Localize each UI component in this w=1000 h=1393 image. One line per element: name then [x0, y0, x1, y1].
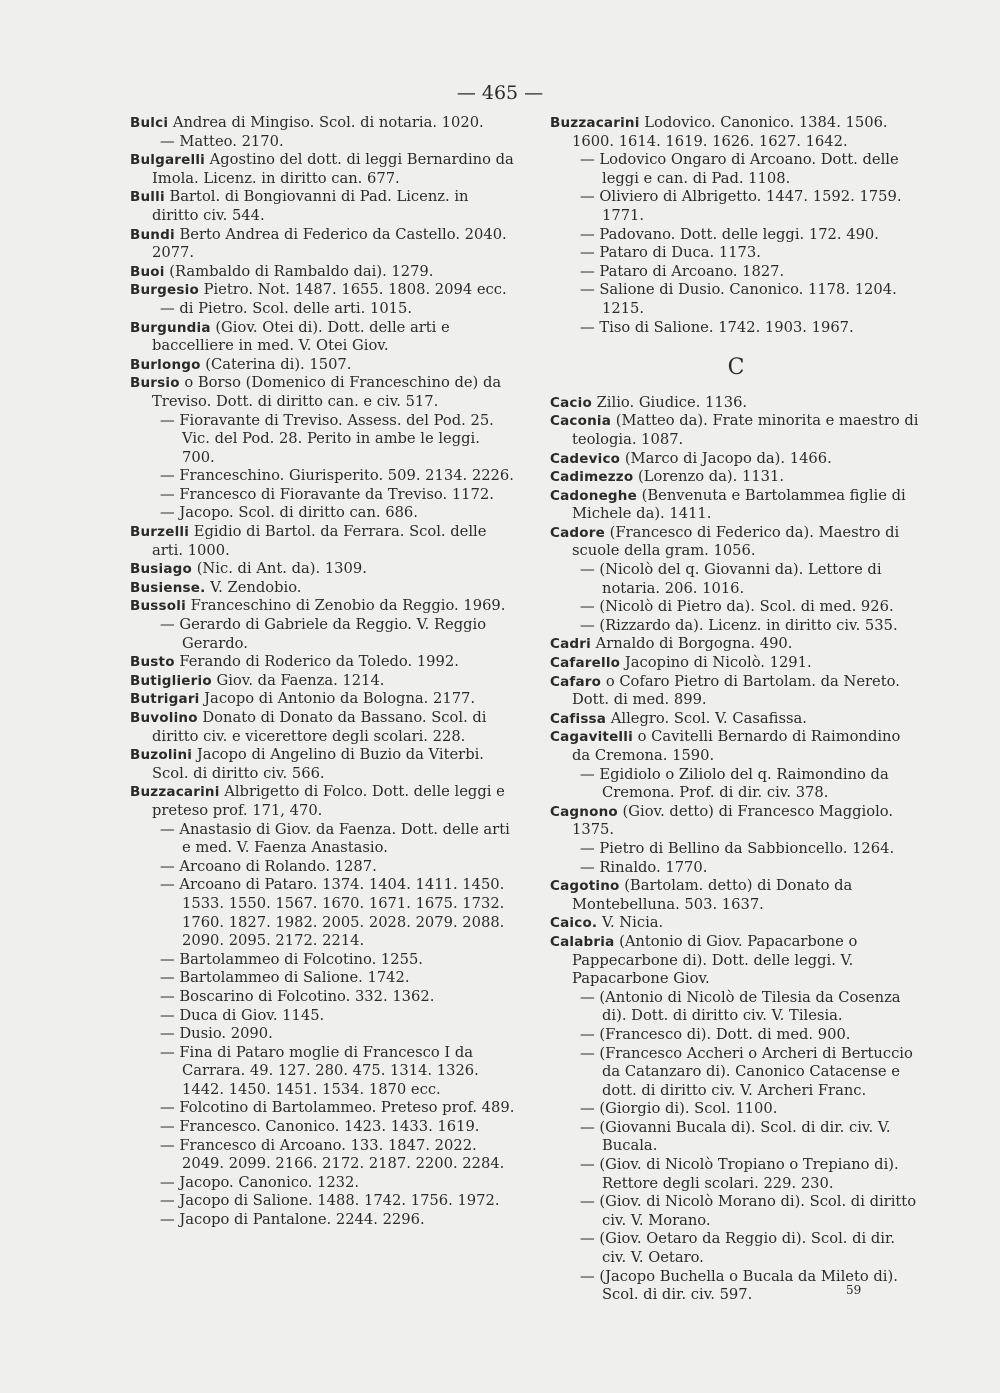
entry-text: — Francesco di Fioravante da Treviso. 1172.	[160, 485, 494, 503]
index-entry	[130, 523, 516, 560]
index-subentry	[550, 151, 922, 188]
index-subentry	[130, 1044, 516, 1100]
index-entry	[550, 914, 922, 933]
index-subentry	[130, 1137, 516, 1174]
index-entry	[130, 356, 516, 375]
entry-headword: Bulli	[130, 189, 165, 206]
index-subentry	[550, 617, 922, 636]
index-subentry	[130, 412, 516, 468]
index-entry	[550, 635, 922, 654]
entry-text: — (Giov. Oetaro da Reggio di). Scol. di dir. civ. V. Oetaro.	[580, 1230, 896, 1267]
index-subentry	[550, 1230, 922, 1267]
entry-text: — Lodovico Ongaro di Arcoano. Dott. delle leggi e can. di Pad. 1108.	[580, 151, 899, 187]
entry-text: (Giov. Otei di). Dott. delle arti e baccelliere in med. V. Otei Giov.	[152, 318, 450, 355]
index-subentry	[550, 1268, 922, 1305]
index-entry	[550, 877, 922, 914]
index-subentry	[550, 1045, 922, 1101]
index-entry	[130, 263, 516, 282]
entry-headword: Buoi	[130, 263, 165, 280]
index-entry	[130, 597, 516, 616]
index-subentry	[130, 1211, 516, 1230]
index-subentry	[130, 876, 516, 950]
index-entry	[130, 653, 516, 672]
entry-text: — Gerardo di Gabriele da Reggio. V. Reggio Gerardo.	[160, 616, 487, 652]
entry-text: (Benvenuta e Bartolammea figlie di Michele da). 1411.	[572, 486, 906, 523]
index-subentry	[550, 188, 922, 225]
index-subentry	[550, 1119, 922, 1156]
entry-text: — Bartolammeo di Folcotino. 1255.	[160, 950, 423, 968]
right-column	[550, 114, 922, 1305]
entry-text: — (Giov. di Nicolò Morano di). Scol. di diritto civ. V. Morano.	[580, 1193, 917, 1229]
index-subentry	[130, 504, 516, 523]
entry-text: Berto Andrea di Federico da Castello. 2040. 2077.	[152, 225, 507, 262]
entry-text: Ferando di Roderico da Toledo. 1992.	[179, 653, 459, 671]
index-subentry	[130, 1192, 516, 1211]
index-entry	[550, 654, 922, 673]
entry-headword: Calabria	[550, 933, 615, 950]
entry-text: Albrigetto di Folco. Dott. delle leggi e preteso prof. 171, 470.	[152, 783, 505, 819]
entry-text: — Pietro di Bellino da Sabbioncello. 1264.	[580, 839, 895, 857]
entry-text: — Anastasio di Giov. da Faenza. Dott. delle arti e med. V. Faenza Anastasio.	[160, 820, 510, 857]
right-column-top	[550, 114, 922, 337]
index-entry	[550, 394, 922, 413]
entry-text: (Antonio di Giov. Papacarbone o Pappecarbone di). Dott. delle leggi. V. Papacarbone Giov.	[572, 932, 858, 988]
entry-text: Jacopino di Nicolò. 1291.	[624, 654, 812, 672]
left-column	[130, 114, 516, 1230]
entry-text: — Rinaldo. 1770.	[580, 858, 708, 876]
entry-text: — (Nicolò del q. Giovanni da). Lettore di notaria. 206. 1016.	[580, 561, 882, 597]
index-subentry	[130, 1007, 516, 1026]
entry-text: — Jacopo di Pantalone. 2244. 2296.	[160, 1211, 425, 1229]
entry-text: — (Francesco di). Dott. di med. 900.	[580, 1025, 851, 1043]
entry-text: — (Giovanni Bucala di). Scol. di dir. civ. V. Bucala.	[580, 1118, 891, 1155]
entry-headword: Burgundia	[130, 319, 211, 336]
entry-headword: Butrigari	[130, 691, 200, 708]
index-entry	[550, 710, 922, 729]
entry-text: — (Giorgio di). Scol. 1100.	[580, 1100, 778, 1118]
entry-text: Donato di Donato da Bassano. Scol. di diritto civ. e vicerettore degli scolari. 228.	[152, 709, 487, 745]
entry-text: — (Nicolò di Pietro da). Scol. di med. 926.	[580, 598, 894, 616]
entry-text: Franceschino di Zenobio da Reggio. 1969.	[190, 597, 506, 615]
entry-text: — Tiso di Salione. 1742. 1903. 1967.	[580, 318, 854, 336]
index-subentry	[550, 244, 922, 263]
index-entry	[130, 672, 516, 691]
entry-headword: Caico.	[550, 915, 598, 932]
entry-text: — Arcoano di Rolando. 1287.	[160, 857, 377, 875]
right-column-bottom	[550, 394, 922, 1305]
entry-text: Pietro. Not. 1487. 1655. 1808. 2094 ecc.	[203, 281, 507, 299]
entry-text: — Matteo. 2170.	[160, 132, 284, 150]
entry-text: — (Rizzardo da). Licenz. in diritto civ. 535.	[580, 616, 898, 634]
index-subentry	[550, 598, 922, 617]
entry-headword: Busiago	[130, 561, 193, 578]
index-entry	[130, 709, 516, 746]
entry-headword: Busto	[130, 654, 175, 671]
entry-headword: Cadimezzo	[550, 469, 634, 486]
index-subentry	[130, 1099, 516, 1118]
entry-text: — Fioravante di Treviso. Assess. del Pod. 25. Vic. del Pod. 28. Perito in ambe le leggi. 700.	[160, 411, 494, 466]
entry-text: — Duca di Giov. 1145.	[160, 1006, 325, 1024]
index-entry	[130, 374, 516, 411]
entry-text: (Rambaldo di Rambaldo dai). 1279.	[169, 262, 434, 280]
index-entry	[130, 690, 516, 709]
entry-headword: Cagavitelli	[550, 729, 633, 746]
entry-text: (Lorenzo da). 1131.	[638, 468, 785, 486]
entry-text: Egidio di Bartol. da Ferrara. Scol. delle arti. 1000.	[152, 523, 487, 559]
entry-text: — Boscarino di Folcotino. 332. 1362.	[160, 987, 435, 1005]
index-entry	[550, 412, 922, 449]
entry-text: — Dusio. 2090.	[160, 1025, 273, 1043]
index-entry	[550, 933, 922, 989]
entry-text: o Cofaro Pietro di Bartolam. da Nereto. Dott. di med. 899.	[572, 672, 900, 709]
index-subentry	[130, 133, 516, 152]
index-subentry	[130, 616, 516, 653]
entry-headword: Burgesio	[130, 282, 199, 299]
entry-text: Jacopo di Antonio da Bologna. 2177.	[204, 690, 476, 708]
entry-headword: Bursio	[130, 375, 180, 392]
entry-headword: Cacio	[550, 394, 592, 411]
index-entry	[130, 319, 516, 356]
entry-headword: Bussoli	[130, 598, 186, 615]
index-subentry	[130, 1025, 516, 1044]
entry-text: o Cavitelli Bernardo di Raimondino da Cremona. 1590.	[572, 728, 901, 764]
index-entry	[130, 114, 516, 133]
index-entry	[130, 151, 516, 188]
index-entry	[550, 524, 922, 561]
index-subentry	[550, 226, 922, 245]
index-entry	[130, 188, 516, 225]
entry-text: V. Nicia.	[601, 914, 664, 932]
entry-text: Agostino del dott. di leggi Bernardino da Imola. Licenz. in diritto can. 677.	[152, 151, 514, 187]
index-subentry	[550, 989, 922, 1026]
entry-text: — Francesco. Canonico. 1423. 1433. 1619.	[160, 1118, 480, 1136]
entry-text: — (Giov. di Nicolò Tropiano o Trepiano di). Rettore degli scolari. 229. 230.	[580, 1156, 899, 1192]
index-subentry	[550, 840, 922, 859]
entry-headword: Cafarello	[550, 655, 621, 672]
entry-text: — Egidiolo o Ziliolo del q. Raimondino da Cremona. Prof. di dir. civ. 378.	[580, 765, 889, 802]
index-subentry	[130, 969, 516, 988]
entry-headword: Cagotino	[550, 878, 620, 895]
entry-text: — Pataro di Duca. 1173.	[580, 244, 761, 262]
entry-headword: Buzolini	[130, 747, 193, 764]
index-entry	[130, 560, 516, 579]
entry-text: Allegro. Scol. V. Casafissa.	[610, 709, 807, 727]
entry-text: (Francesco di Federico da). Maestro di scuole della gram. 1056.	[572, 523, 900, 560]
entry-headword: Caconia	[550, 413, 612, 430]
index-subentry	[550, 319, 922, 338]
entry-text: (Caterina di). 1507.	[205, 355, 352, 373]
entry-headword: Cafissa	[550, 710, 607, 727]
index-subentry	[130, 467, 516, 486]
index-subentry	[130, 300, 516, 319]
entry-headword: Buzzacarini	[550, 115, 640, 131]
index-subentry	[550, 1026, 922, 1045]
index-subentry	[550, 263, 922, 282]
index-entry	[550, 468, 922, 487]
entry-headword: Cafaro	[550, 673, 602, 690]
index-subentry	[130, 1118, 516, 1137]
entry-text: — Francesco di Arcoano. 133. 1847. 2022. 2049. 2099. 2166. 2172. 2187. 2200. 2284.	[160, 1136, 505, 1173]
entry-text: o Borso (Domenico di Franceschino de) da Treviso. Dott. di diritto can. e civ. 517.	[152, 374, 502, 410]
entry-headword: Cadri	[550, 636, 591, 653]
entry-headword: Burlongo	[130, 356, 201, 373]
index-entry	[550, 728, 922, 765]
entry-text: — Bartolammeo di Salione. 1742.	[160, 969, 410, 987]
index-subentry	[550, 561, 922, 598]
entry-text: — di Pietro. Scol. delle arti. 1015.	[160, 299, 413, 317]
entry-text: Arnaldo di Borgogna. 490.	[595, 635, 793, 653]
entry-text: (Bartolam. detto) di Donato da Montebelluna. 503. 1637.	[572, 877, 853, 913]
signature-number: 59	[846, 1283, 862, 1297]
index-entry	[130, 746, 516, 783]
entry-text: (Nic. di Ant. da). 1309.	[196, 560, 367, 578]
entry-text: — Oliviero di Albrigetto. 1447. 1592. 1759. 1771.	[580, 188, 902, 224]
entry-headword: Buzzacarini	[130, 784, 220, 801]
entry-text: Giov. da Faenza. 1214.	[216, 671, 385, 689]
index-subentry	[550, 1156, 922, 1193]
index-subentry	[130, 821, 516, 858]
entry-text: — Arcoano di Pataro. 1374. 1404. 1411. 1450. 1533. 1550. 1567. 1670. 1671. 1675. 1732. 1760. 1827. 1982. 2005. 2028. 2079. 2088. 2090. 2095. 2172. 2214.	[160, 876, 505, 950]
entry-text: (Matteo da). Frate minorita e maestro di teologia. 1087.	[572, 412, 919, 448]
index-subentry	[550, 1193, 922, 1230]
entry-text: — (Jacopo Buchella o Bucala da Mileto di). Scol. di dir. civ. 597.	[580, 1267, 898, 1304]
index-entry	[130, 281, 516, 300]
entry-text: Lodovico. Canonico. 1384. 1506. 1600. 1614. 1619. 1626. 1627. 1642.	[572, 114, 888, 150]
entry-text: Jacopo di Angelino di Buzio da Viterbi. Scol. di diritto civ. 566.	[152, 746, 484, 782]
entry-headword: Cagnono	[550, 803, 618, 820]
index-subentry	[130, 486, 516, 505]
index-subentry	[550, 1100, 922, 1119]
entry-text: Zilio. Giudice. 1136.	[596, 393, 748, 411]
entry-text: — (Antonio di Nicolò de Tilesia da Cosenza di). Dott. di diritto civ. V. Tilesia.	[580, 988, 901, 1025]
entry-headword: Cadore	[550, 524, 605, 541]
index-entry	[550, 673, 922, 710]
index-subentry	[130, 858, 516, 877]
index-entry	[550, 803, 922, 840]
entry-text: Bartol. di Bongiovanni di Pad. Licenz. in diritto civ. 544.	[152, 188, 469, 224]
entry-headword: Bulci	[130, 115, 169, 131]
entry-text: — Folcotino di Bartolammeo. Preteso prof. 489.	[160, 1099, 515, 1117]
entry-text: — Franceschino. Giurisperito. 509. 2134. 2226.	[160, 467, 514, 485]
index-entry	[130, 783, 516, 820]
entry-text: — Jacopo. Scol. di diritto can. 686.	[160, 504, 418, 522]
entry-text: — Fina di Pataro moglie di Francesco I da Carrara. 49. 127. 280. 475. 1314. 1326. 1442. 1450. 1451. 1534. 1870 ecc.	[160, 1043, 479, 1098]
entry-text: — Jacopo di Salione. 1488. 1742. 1756. 1972.	[160, 1192, 500, 1210]
index-entry	[130, 226, 516, 263]
entry-headword: Bundi	[130, 226, 175, 243]
entry-text: Andrea di Mingiso. Scol. di notaria. 1020.	[172, 114, 484, 131]
entry-headword: Busiense.	[130, 579, 206, 596]
index-entry	[550, 450, 922, 469]
entry-headword: Cadoneghe	[550, 487, 637, 504]
entry-text: (Marco di Jacopo da). 1466.	[624, 449, 832, 467]
entry-text: (Giov. detto) di Francesco Maggiolo. 1375.	[572, 802, 894, 839]
section-letter: C	[727, 355, 745, 381]
index-subentry	[130, 1174, 516, 1193]
index-entry	[550, 487, 922, 524]
entry-text: — Jacopo. Canonico. 1232.	[160, 1173, 360, 1191]
index-subentry	[550, 281, 922, 318]
entry-headword: Bulgarelli	[130, 152, 205, 169]
index-subentry	[550, 766, 922, 803]
index-entry	[130, 579, 516, 598]
index-entry	[550, 114, 922, 151]
entry-headword: Butiglierio	[130, 672, 212, 689]
entry-text: — Pataro di Arcoano. 1827.	[580, 262, 785, 280]
entry-text: — Salione di Dusio. Canonico. 1178. 1204. 1215.	[580, 281, 897, 317]
entry-headword: Burzelli	[130, 524, 190, 541]
entry-text: — Padovano. Dott. delle leggi. 172. 490.	[580, 225, 879, 243]
index-subentry	[130, 951, 516, 970]
entry-text: V. Zendobio.	[210, 578, 302, 596]
entry-text: — (Francesco Accheri o Archeri di Bertuccio da Catanzaro di). Canonico Catacense e dott. di diritto civ. V. Archeri Franc.	[580, 1044, 913, 1099]
index-subentry	[130, 988, 516, 1007]
entry-headword: Buvolino	[130, 710, 198, 726]
index-subentry	[550, 859, 922, 878]
entry-headword: Cadevico	[550, 450, 621, 467]
page-number: — 465 —	[456, 82, 544, 104]
